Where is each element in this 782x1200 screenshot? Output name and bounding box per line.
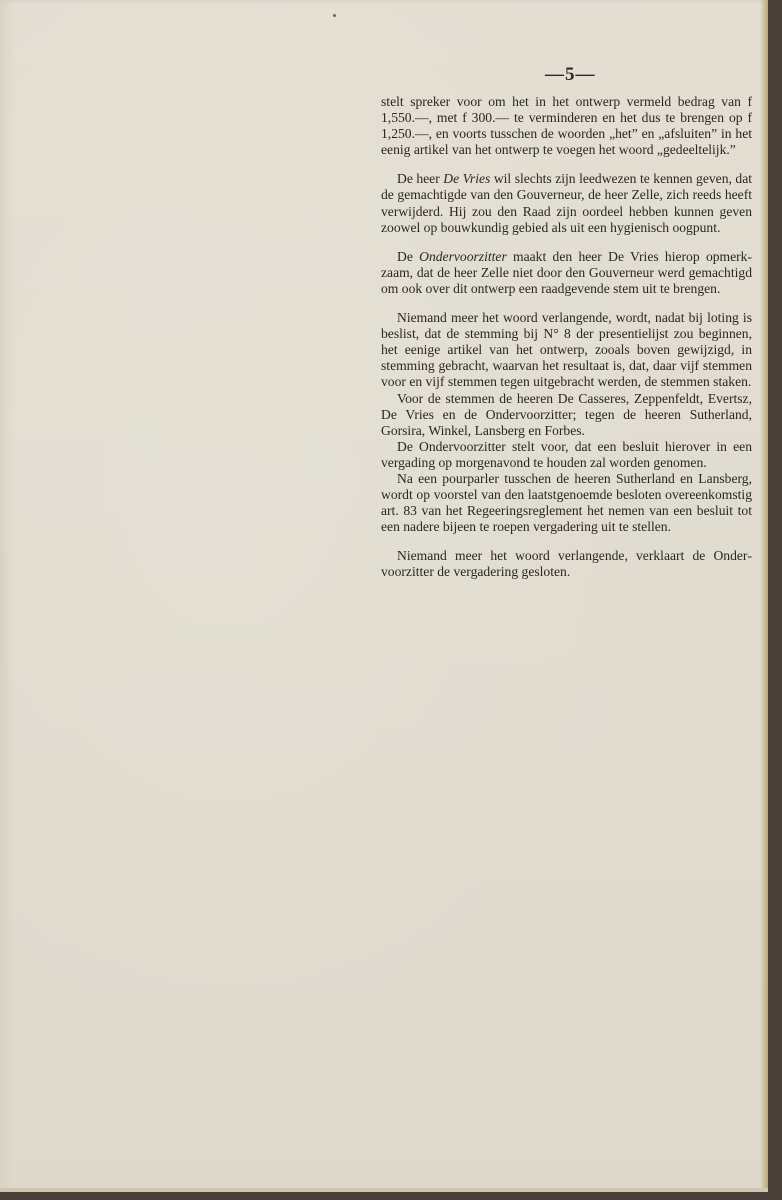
page-number: —5— — [545, 64, 596, 85]
speaker-name-de-vries: De Vries — [443, 171, 491, 187]
paragraph-de-vries-lead: De heer — [397, 171, 444, 187]
paragraph-ondervoorzitter-body: maakt den heer De Vries hierop opmerkzaam, dat de heer Zelle niet door den Gouverneur werd gemachtigd om ook over dit ontwerp een raadgevende stem uit te brengen. — [381, 248, 752, 296]
paragraph-ondervoorzitter — [381, 249, 752, 297]
paragraph-continuation: stelt spreker voor om het in het ontwerp vermeld bedrag van f 1,550.—, met f 300.— te verminderen en het dus te brengen op f 1,250.—, en voorts tusschen de woorden „het” en „afsluiten” in het eenig artikel van het ontwerp te voegen het woord „gedeeltelijk.” — [381, 94, 752, 158]
paragraph-sluiting: Niemand meer het woord verlangende, verklaart de Ondervoorzitter de vergadering gesloten. — [381, 548, 752, 580]
page-left-edge — [0, 0, 14, 1192]
paragraph-de-vries-body: wil slechts zijn leedwezen te kennen geven, dat de gemachtigde van den Gouverneur, de heer Zelle, zich reeds heeft verwijderd. Hij zou den Raad zijn oordeel hebben kunnen geven zoowel op bouwkundig gebied als uit een hygienisch oogpunt. — [381, 171, 752, 235]
paragraph-ondervoorzitter-lead: De — [397, 248, 420, 264]
paper-speck — [333, 14, 336, 17]
paragraph-voorstel-vergadering: De Ondervoorzitter stelt voor, dat een besluit hierover in een vergading op morgenavond te houden zal worden genomen. — [381, 438, 752, 470]
page-bottom-edge — [0, 1188, 768, 1192]
paragraph-de-vries — [381, 171, 752, 235]
paragraph-stemming: Niemand meer het woord verlangende, wordt, nadat bij loting is beslist, dat de stemming bij N° 8 der presentielijst zou beginnen, het eenige artikel van het ontwerp, zooals boven gewijzigd, in stemming gebracht, waarvan het resultaat is, dat, daar vijf stemmen voor en vijf stemmen tegen uitgebracht werden, de stemmen staken. — [381, 310, 752, 390]
speaker-name-ondervoorzitter: Ondervoorzitter — [419, 248, 507, 264]
text-column — [381, 94, 752, 581]
paragraph-pourparler: Na een pourparler tusschen de heeren Sutherland en Lansberg, wordt op voorstel van den laatstgenoemde besloten overeenkomstig art. 83 van het Regeeringsreglement het nemen van een besluit tot een nadere bijeen te roepen vergadering uit te stellen. — [381, 470, 752, 535]
paragraph-stemmen-voor-tegen: Voor de stemmen de heeren De Casseres, Zeppenfeldt, Evertsz, De Vries en de Ondervoorzitter; tegen de heeren Sutherland, Gorsira, Winkel, Lansberg en Forbes. — [381, 390, 752, 438]
page-right-edge — [760, 0, 768, 1192]
